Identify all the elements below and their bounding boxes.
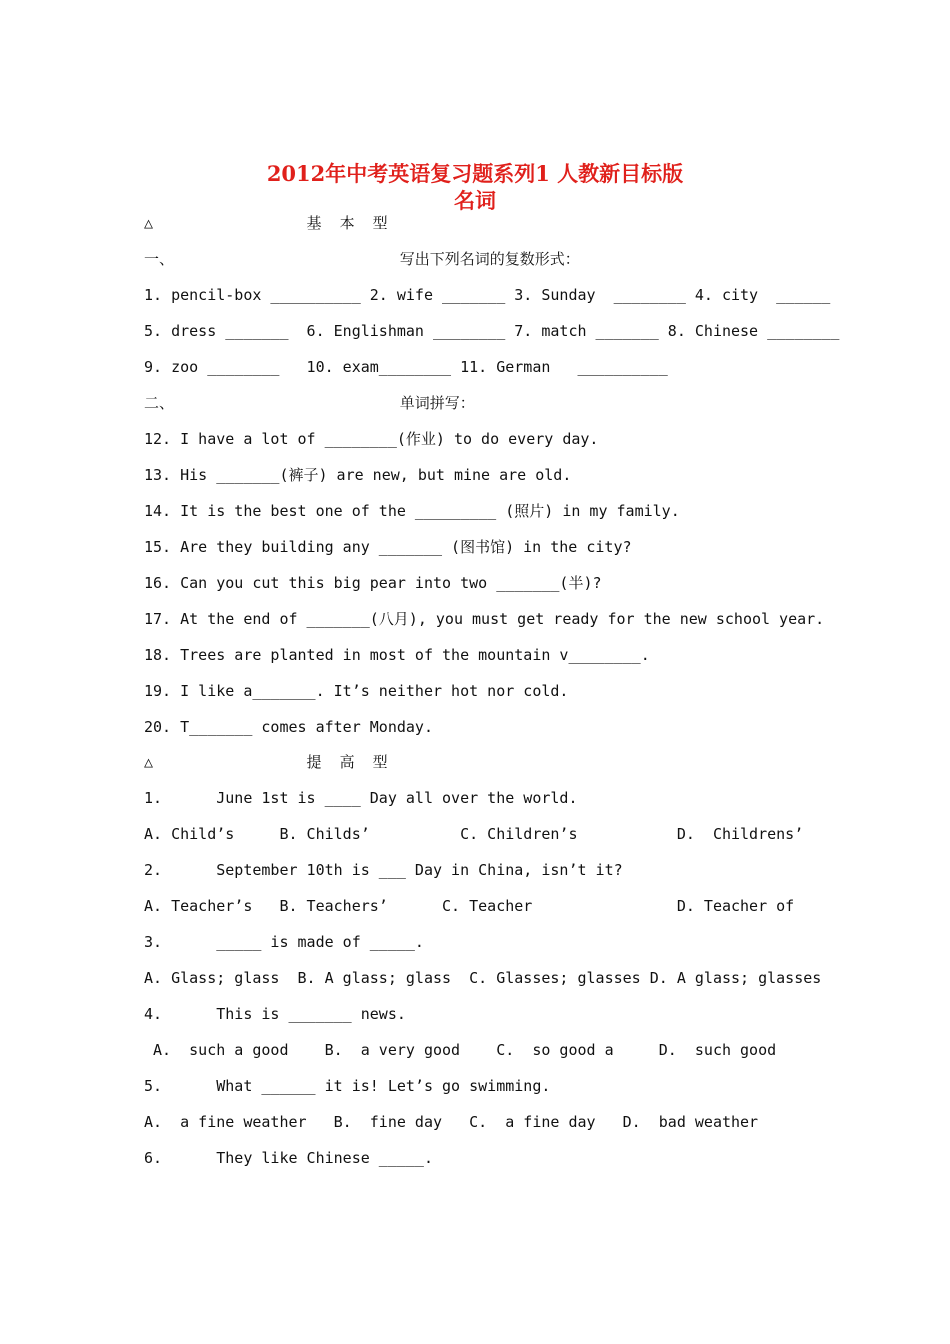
- exercise-line: 16. Can you cut this big pear into two _______(半)?: [144, 574, 602, 592]
- options-line: A. Teacher’s B. Teachers’ C. Teacher D. Teacher of: [144, 897, 795, 915]
- exercise-line: 1. pencil-box __________ 2. wife _______ 3. Sunday ________ 4. city ______: [144, 286, 831, 304]
- exercise-line: 5. dress _______ 6. Englishman ________ 7. match _______ 8. Chinese ________: [144, 322, 840, 340]
- exercise-line: 20. T_______ comes after Monday.: [144, 718, 433, 736]
- exercise-line: 18. Trees are planted in most of the mountain v________.: [144, 646, 650, 664]
- options-line: A. a fine weather B. fine day C. a fine day D. bad weather: [144, 1113, 759, 1131]
- section-basic-heading: △ 基 本 型: [144, 214, 388, 232]
- document-title: 2012年中考英语复习题系列1 人教新目标版: [266, 161, 684, 186]
- section-advanced-heading: △ 提 高 型: [144, 753, 388, 771]
- question-line: 1. June 1st is ____ Day all over the world.: [144, 789, 578, 807]
- document-subtitle: 名词: [454, 188, 496, 213]
- options-line: A. Glass; glass B. A glass; glass C. Glasses; glasses D. A glass; glasses: [144, 969, 822, 987]
- exercise-line: 19. I like a_______. It’s neither hot nor cold.: [144, 682, 569, 700]
- exercise-line: 9. zoo ________ 10. exam________ 11. German __________: [144, 358, 668, 376]
- question-line: 6. They like Chinese _____.: [144, 1149, 433, 1167]
- exercise-line: 14. It is the best one of the _________ (照片) in my family.: [144, 502, 680, 520]
- options-line: A. such a good B. a very good C. so good a D. such good: [144, 1041, 777, 1059]
- question-line: 2. September 10th is ___ Day in China, isn’t it?: [144, 861, 623, 879]
- exercise-line: 13. His _______(裤子) are new, but mine are old.: [144, 466, 572, 484]
- exercise-line: 12. I have a lot of ________(作业) to do every day.: [144, 430, 599, 448]
- question-line: 5. What ______ it is! Let’s go swimming.: [144, 1077, 551, 1095]
- exercise-line: 15. Are they building any _______ (图书馆) in the city?: [144, 538, 632, 556]
- options-line: A. Child’s B. Childs’ C. Children’s D. Childrens’: [144, 825, 804, 843]
- part-one-heading: 一、 写出下列名词的复数形式：: [144, 250, 580, 268]
- question-line: 3. _____ is made of _____.: [144, 933, 424, 951]
- exercise-line: 17. At the end of _______(八月), you must get ready for the new school year.: [144, 610, 825, 628]
- part-two-heading: 二、 单词拼写：: [144, 394, 475, 412]
- question-line: 4. This is _______ news.: [144, 1005, 406, 1023]
